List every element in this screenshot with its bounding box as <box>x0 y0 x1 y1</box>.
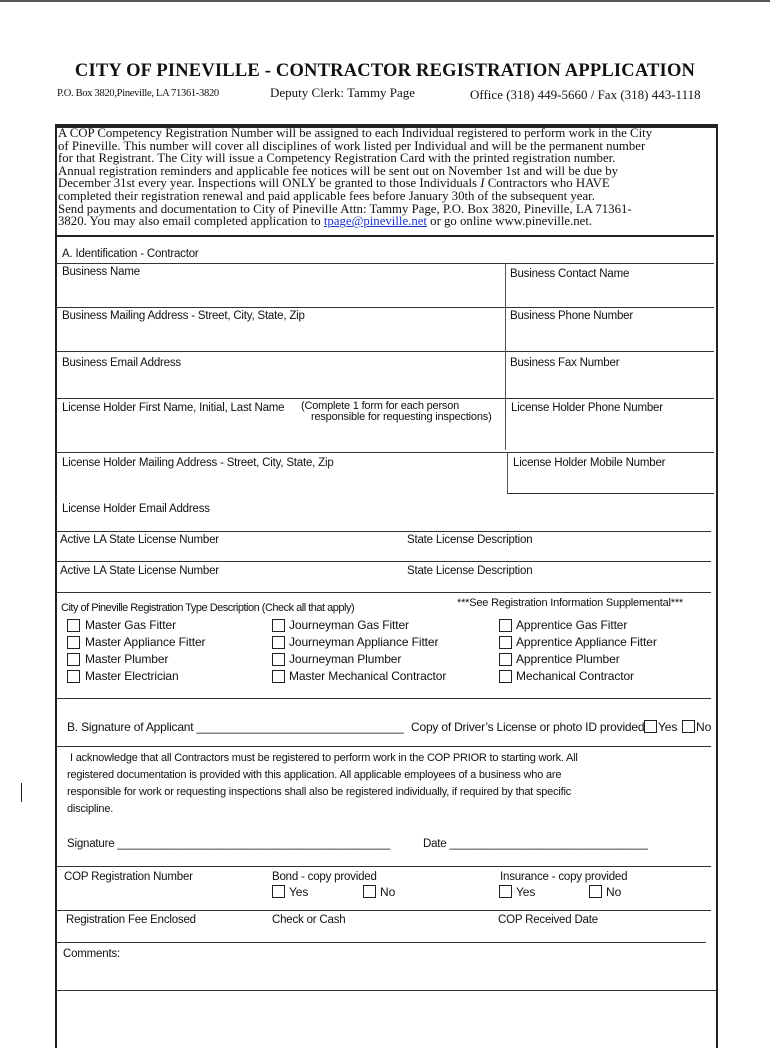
intro-line: A COP Competency Registration Number will be assigned to each Individual registered to perform work in the City <box>58 126 653 140</box>
state-license-desc-label: State License Description <box>407 534 533 546</box>
comments-label: Comments: <box>63 948 120 960</box>
acknowledge-line: responsible for work or requesting inspections shall also be registered individually, if required by that specific <box>67 786 572 798</box>
divider <box>56 942 706 943</box>
holder-note: (Complete 1 form for each person <box>301 400 460 412</box>
deputy-clerk: Deputy Clerk: Tammy Page <box>270 85 416 100</box>
journeyman-appliance-fitter-checkbox[interactable] <box>272 636 285 649</box>
intro-line: 3820. You may also email completed application to tpage@pineville.net or go online www.pineville.net. <box>58 214 593 229</box>
bond-label: Bond - copy provided <box>272 871 377 883</box>
divider <box>56 990 716 991</box>
master-electrician-checkbox[interactable] <box>67 670 80 683</box>
holder-note: responsible for requesting inspections) <box>311 411 492 423</box>
divider <box>56 531 711 532</box>
business-phone-label: Business Phone Number <box>510 310 634 322</box>
section-divider <box>56 235 714 237</box>
insurance-yes-label: Yes <box>516 885 536 899</box>
checkbox-label: Master Plumber <box>85 652 169 666</box>
divider <box>505 398 506 450</box>
divider <box>507 452 508 494</box>
cop-received-date-label: COP Received Date <box>498 914 598 926</box>
holder-name-label: License Holder First Name, Initial, Last Name <box>62 402 285 414</box>
divider <box>507 493 714 494</box>
checkbox-label: Apprentice Gas Fitter <box>516 618 628 632</box>
divider <box>56 866 711 867</box>
master-gas-fitter-checkbox[interactable] <box>67 619 80 632</box>
id-copy-label: Copy of Driver’s License or photo ID provided <box>411 720 645 734</box>
checkbox-label: Journeyman Appliance Fitter <box>289 635 439 649</box>
state-license-number-label: Active LA State License Number <box>60 565 219 577</box>
checkbox-label: Master Mechanical Contractor <box>289 669 447 683</box>
mechanical-contractor-checkbox[interactable] <box>499 670 512 683</box>
intro-line: of Pineville. This number will cover all disciplines of work listed per Individual and will be the permanent number <box>58 138 646 153</box>
insurance-no-label: No <box>606 885 622 899</box>
registration-fee-label: Registration Fee Enclosed <box>66 914 196 926</box>
business-fax-label: Business Fax Number <box>510 357 620 369</box>
divider <box>56 746 711 747</box>
insurance-label: Insurance - copy provided <box>500 871 628 883</box>
state-license-desc-label: State License Description <box>407 565 533 577</box>
holder-mobile-label: License Holder Mobile Number <box>513 457 666 469</box>
po-box-address: P.O. Box 3820,Pineville, LA 71361-3820 <box>57 88 219 99</box>
divider <box>56 698 711 699</box>
acknowledge-line: discipline. <box>67 803 114 815</box>
master-appliance-fitter-checkbox[interactable] <box>67 636 80 649</box>
holder-address-label: License Holder Mailing Address - Street, City, State, Zip <box>62 457 334 469</box>
checkbox-label: Master Gas Fitter <box>85 618 176 632</box>
registration-type-heading: City of Pineville Registration Type Description (Check all that apply) <box>61 602 355 614</box>
apprentice-gas-fitter-checkbox[interactable] <box>499 619 512 632</box>
intro-line: for that Registrant. The City will issue a Competency Registration Card with the printed registration number. <box>58 151 616 166</box>
id-copy-no-checkbox[interactable] <box>682 720 695 733</box>
holder-phone-label: License Holder Phone Number <box>511 402 663 414</box>
checkbox-label: Journeyman Plumber <box>289 652 402 666</box>
divider <box>56 592 711 593</box>
master-plumber-checkbox[interactable] <box>67 653 80 666</box>
divider <box>505 307 506 352</box>
apprentice-plumber-checkbox[interactable] <box>499 653 512 666</box>
top-rule <box>0 0 770 2</box>
business-contact-label: Business Contact Name <box>510 268 630 280</box>
id-copy-yes-checkbox[interactable] <box>644 720 657 733</box>
acknowledge-line: registered documentation is provided with this application. All applicable employees of a business who are <box>67 769 562 781</box>
text-cursor <box>21 783 22 802</box>
journeyman-plumber-checkbox[interactable] <box>272 653 285 666</box>
cop-number-label: COP Registration Number <box>64 871 193 883</box>
id-copy-yes-label: Yes <box>658 720 678 734</box>
insurance-no-checkbox[interactable] <box>589 885 602 898</box>
section-a-heading: A. Identification - Contractor <box>62 248 199 260</box>
business-name-label: Business Name <box>62 266 140 278</box>
email-link[interactable]: tpage@pineville.net <box>323 214 427 229</box>
divider <box>56 561 711 562</box>
checkbox-label: Journeyman Gas Fitter <box>289 618 409 632</box>
office-phone-fax: Office (318) 449-5660 / Fax (318) 443-1118 <box>470 87 701 102</box>
signature-line: Signature ____________________________________________ <box>67 838 391 850</box>
business-email-label: Business Email Address <box>62 357 181 369</box>
intro-line: completed their registration renewal and paid applicable fees before January 30th of the subsequent year. <box>58 188 595 203</box>
bond-yes-checkbox[interactable] <box>272 885 285 898</box>
applicant-signature-label: B. Signature of Applicant ________________________________ <box>67 720 404 734</box>
journeyman-gas-fitter-checkbox[interactable] <box>272 619 285 632</box>
divider <box>505 263 506 308</box>
divider <box>505 351 506 399</box>
master-mechanical-contractor-checkbox[interactable] <box>272 670 285 683</box>
insurance-yes-checkbox[interactable] <box>499 885 512 898</box>
intro-line: Send payments and documentation to City of Pineville Attn: Tammy Page, P.O. Box 3820, Pineville, LA 71361- <box>58 201 632 216</box>
bond-no-checkbox[interactable] <box>363 885 376 898</box>
divider <box>56 452 714 453</box>
checkbox-label: Apprentice Plumber <box>516 652 620 666</box>
divider <box>56 910 711 911</box>
bond-no-label: No <box>380 885 396 899</box>
divider <box>56 307 714 308</box>
bond-yes-label: Yes <box>289 885 309 899</box>
holder-email-label: License Holder Email Address <box>62 503 210 515</box>
check-cash-label: Check or Cash <box>272 914 346 926</box>
supplemental-note: ***See Registration Information Supplemental*** <box>457 597 684 609</box>
divider <box>56 351 714 352</box>
checkbox-label: Apprentice Appliance Fitter <box>516 635 657 649</box>
checkbox-label: Mechanical Contractor <box>516 669 634 683</box>
intro-line: Annual registration reminders and applicable fee notices will be sent out on November 1st and will be due by <box>58 163 619 178</box>
acknowledge-line: I acknowledge that all Contractors must be registered to perform work in the COP PRIOR to starting work. All <box>70 752 578 764</box>
intro-paragraph <box>58 127 708 228</box>
state-license-number-label: Active LA State License Number <box>60 534 219 546</box>
date-line: Date ________________________________ <box>423 838 648 850</box>
apprentice-appliance-fitter-checkbox[interactable] <box>499 636 512 649</box>
id-copy-no-label: No <box>696 720 712 734</box>
intro-line: December 31st every year. Inspections will ONLY be granted to those Individuals I Contractors who HAVE <box>58 176 610 191</box>
page-title: CITY OF PINEVILLE - CONTRACTOR REGISTRATION APPLICATION <box>74 61 696 81</box>
mailing-address-label: Business Mailing Address - Street, City, State, Zip <box>62 310 305 322</box>
divider <box>56 398 714 399</box>
checkbox-label: Master Appliance Fitter <box>85 635 206 649</box>
checkbox-label: Master Electrician <box>85 669 179 683</box>
divider <box>56 263 714 264</box>
